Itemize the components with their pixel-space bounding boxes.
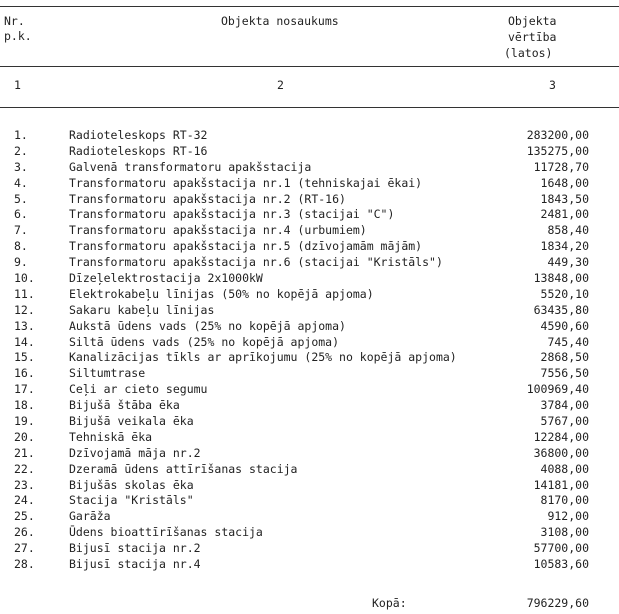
row-value: 5520,10	[540, 286, 589, 301]
total-value: 796229,60	[526, 596, 589, 610]
table-row	[0, 478, 619, 494]
row-object-name: Dīzeļelektrostacija 2x1000kW	[69, 271, 263, 286]
row-value: 912,00	[547, 509, 589, 524]
row-value: 1834,20	[540, 239, 589, 254]
header-rule	[0, 66, 619, 67]
row-number: 19.	[14, 414, 35, 429]
row-object-name: Kanalizācijas tīkls ar aprīkojumu (25% no kopējā apjoma)	[69, 350, 457, 365]
table-row	[0, 319, 619, 335]
row-object-name: Bijušā štāba ēka	[69, 398, 180, 413]
row-object-name: Dzeramā ūdens attīrīšanas stacija	[69, 461, 298, 476]
row-value: 2868,50	[540, 350, 589, 365]
row-object-name: Radioteleskops RT-32	[69, 128, 208, 142]
row-value: 2481,00	[540, 207, 589, 222]
row-number: 20.	[14, 429, 35, 444]
header-nr-line1: Nr.	[4, 14, 25, 28]
row-number: 6.	[14, 207, 28, 222]
row-value: 63435,80	[533, 302, 589, 317]
column-number-2: 2	[277, 78, 284, 92]
row-number: 17.	[14, 382, 35, 397]
row-value: 12284,00	[533, 429, 589, 444]
row-value: 36800,00	[533, 445, 589, 460]
row-number: 11.	[14, 286, 35, 301]
table-row	[0, 366, 619, 382]
row-number: 5.	[14, 191, 28, 206]
row-value: 135275,00	[526, 143, 589, 158]
header-nr-line2: p.k.	[4, 29, 32, 43]
row-value: 283200,00	[526, 128, 589, 142]
table-row	[0, 398, 619, 414]
table-row	[0, 192, 619, 208]
row-number: 16.	[14, 366, 35, 381]
row-number: 13.	[14, 318, 35, 333]
row-number: 15.	[14, 350, 35, 365]
row-object-name: Transformatoru apakšstacija nr.2 (RT-16)	[69, 191, 346, 206]
row-value: 858,40	[547, 223, 589, 238]
row-value: 100969,40	[526, 382, 589, 397]
column-number-3: 3	[549, 78, 556, 92]
row-number: 23.	[14, 477, 35, 492]
row-value: 449,30	[547, 255, 589, 270]
table-row	[0, 207, 619, 223]
table-row	[0, 541, 619, 557]
row-object-name: Sakaru kabeļu līnijas	[69, 302, 215, 317]
asset-table-body	[0, 128, 619, 573]
row-number: 22.	[14, 461, 35, 476]
table-row	[0, 350, 619, 366]
row-object-name: Elektrokabeļu līnijas (50% no kopējā apjoma)	[69, 286, 374, 301]
row-value: 14181,00	[533, 477, 589, 492]
table-row	[0, 493, 619, 509]
row-value: 4590,60	[540, 318, 589, 333]
row-value: 11728,70	[533, 159, 589, 174]
table-row	[0, 557, 619, 573]
row-value: 7556,50	[540, 366, 589, 381]
row-object-name: Transformatoru apakšstacija nr.1 (tehniskajai ēkai)	[69, 175, 423, 190]
row-object-name: Bijusī stacija nr.4	[69, 557, 201, 572]
header-object-name: Objekta nosaukums	[221, 14, 339, 28]
row-number: 1.	[14, 128, 28, 142]
table-row	[0, 462, 619, 478]
column-number-1: 1	[14, 78, 21, 92]
row-number: 26.	[14, 525, 35, 540]
row-object-name: Dzīvojamā māja nr.2	[69, 445, 201, 460]
table-row	[0, 144, 619, 160]
row-number: 28.	[14, 557, 35, 572]
row-object-name: Transformatoru apakšstacija nr.4 (urbumiem)	[69, 223, 367, 238]
row-object-name: Aukstā ūdens vads (25% no kopējā apjoma)	[69, 318, 346, 333]
row-number: 21.	[14, 445, 35, 460]
row-value: 13848,00	[533, 271, 589, 286]
table-row	[0, 176, 619, 192]
header-value-line3: (latos)	[504, 46, 553, 60]
table-row	[0, 128, 619, 144]
row-value: 5767,00	[540, 414, 589, 429]
row-value: 745,40	[547, 334, 589, 349]
row-value: 8170,00	[540, 493, 589, 508]
top-rule	[0, 6, 619, 7]
row-object-name: Transformatoru apakšstacija nr.5 (dzīvojamām mājām)	[69, 239, 423, 254]
row-object-name: Transformatoru apakšstacija nr.3 (stacijai "C")	[69, 207, 395, 222]
row-number: 27.	[14, 541, 35, 556]
row-number: 9.	[14, 255, 28, 270]
row-object-name: Bijušās skolas ēka	[69, 477, 194, 492]
row-object-name: Bijusī stacija nr.2	[69, 541, 201, 556]
row-value: 57700,00	[533, 541, 589, 556]
table-row	[0, 303, 619, 319]
row-number: 10.	[14, 271, 35, 286]
row-object-name: Bijušā veikala ēka	[69, 414, 194, 429]
row-object-name: Transformatoru apakšstacija nr.6 (stacijai "Kristāls")	[69, 255, 443, 270]
header-value-line2: vērtība	[508, 30, 557, 44]
row-object-name: Ūdens bioattīrīšanas stacija	[69, 525, 263, 540]
table-row	[0, 255, 619, 271]
table-row	[0, 525, 619, 541]
row-object-name: Garāža	[69, 509, 111, 524]
row-object-name: Galvenā transformatoru apakšstacija	[69, 159, 312, 174]
row-number: 14.	[14, 334, 35, 349]
table-row	[0, 446, 619, 462]
row-number: 12.	[14, 302, 35, 317]
row-value: 10583,60	[533, 557, 589, 572]
table-row	[0, 414, 619, 430]
table-row	[0, 223, 619, 239]
table-row	[0, 160, 619, 176]
row-number: 8.	[14, 239, 28, 254]
row-object-name: Radioteleskops RT-16	[69, 143, 208, 158]
row-object-name: Siltumtrase	[69, 366, 146, 381]
table-row	[0, 287, 619, 303]
row-number: 2.	[14, 143, 28, 158]
header-value-line1: Objekta	[508, 14, 557, 28]
table-row	[0, 335, 619, 351]
row-object-name: Tehniskā ēka	[69, 429, 153, 444]
total-label: Kopā:	[372, 596, 407, 610]
row-number: 18.	[14, 398, 35, 413]
row-number: 3.	[14, 159, 28, 174]
row-value: 3784,00	[540, 398, 589, 413]
row-object-name: Siltā ūdens vads (25% no kopējā apjoma)	[69, 334, 340, 349]
row-number: 4.	[14, 175, 28, 190]
table-row	[0, 509, 619, 525]
table-row	[0, 239, 619, 255]
row-value: 4088,00	[540, 461, 589, 476]
row-number: 24.	[14, 493, 35, 508]
table-row	[0, 430, 619, 446]
numbers-rule	[0, 107, 619, 108]
row-object-name: Stacija "Kristāls"	[69, 493, 194, 508]
row-object-name: Ceļi ar cieto segumu	[69, 382, 208, 397]
row-number: 7.	[14, 223, 28, 238]
row-value: 1648,00	[540, 175, 589, 190]
row-value: 1843,50	[540, 191, 589, 206]
row-value: 3108,00	[540, 525, 589, 540]
table-row	[0, 271, 619, 287]
table-row	[0, 382, 619, 398]
row-number: 25.	[14, 509, 35, 524]
